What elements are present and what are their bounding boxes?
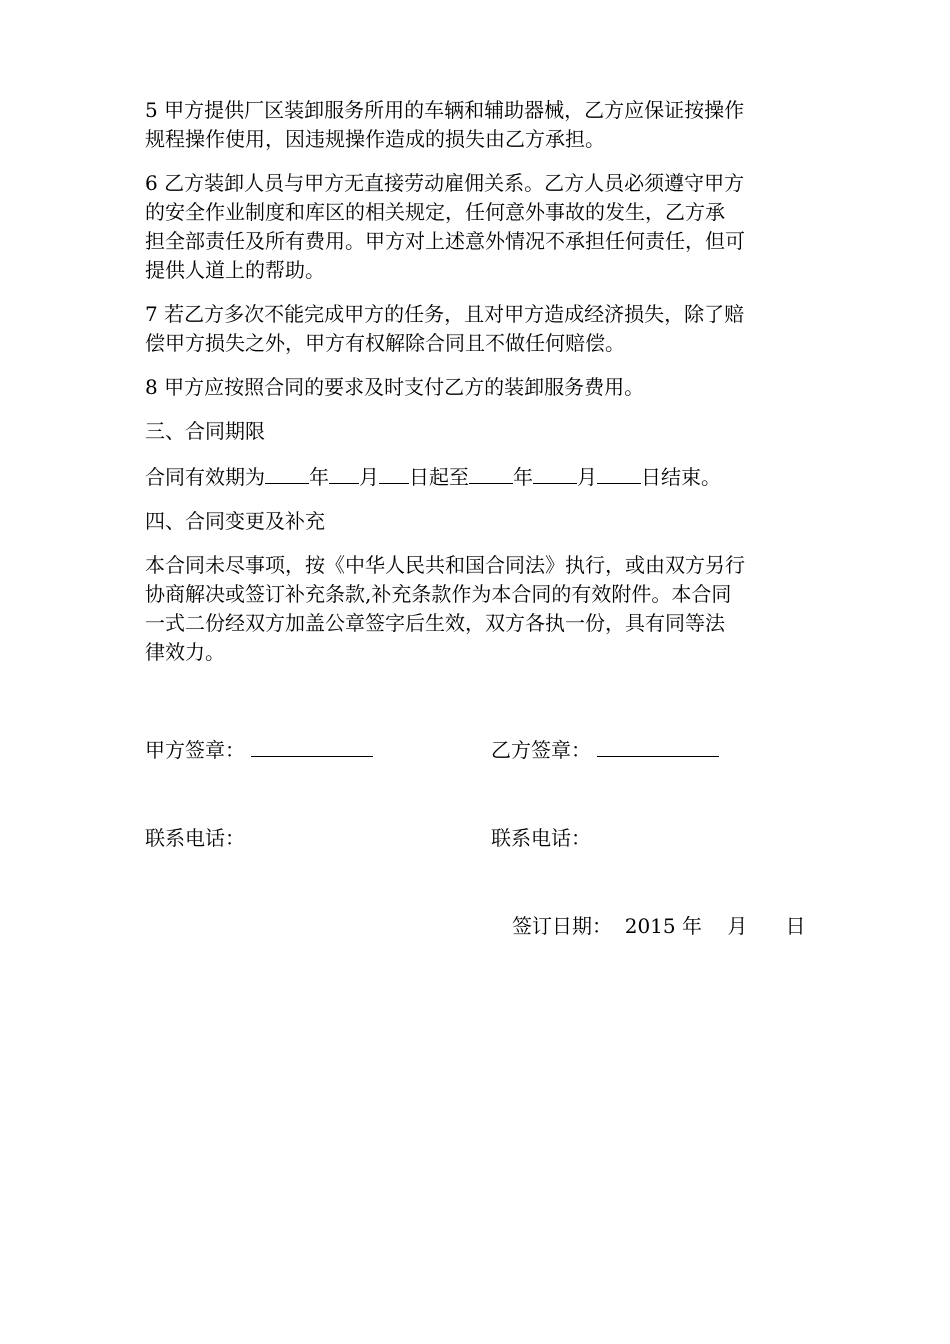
party-a-signature-label: 甲方签章： <box>145 738 245 762</box>
term-end-month-label: 月 <box>577 465 597 489</box>
term-year-label: 年 <box>309 465 329 489</box>
end-year-blank <box>469 461 513 484</box>
clause-5-line-2: 规程操作使用，因违规操作造成的损失由乙方承担。 <box>145 127 605 151</box>
party-b-signature-label: 乙方签章： <box>491 738 591 762</box>
section-4-line-3: 一式二份经双方加盖公章签字后生效，双方各执一份，具有同等法 <box>145 611 725 635</box>
term-end-label: 日结束。 <box>641 465 721 489</box>
term-month-label: 月 <box>359 465 379 489</box>
section-3-heading: 三、合同期限 <box>145 419 265 443</box>
clause-7 <box>145 300 813 358</box>
signing-date: 签订日期： 2015 年 月 日 <box>512 914 806 938</box>
clause-6 <box>145 169 813 285</box>
party-b-phone <box>491 824 591 853</box>
section-4-line-4: 律效力。 <box>145 640 225 664</box>
party-b-signature-line[interactable] <box>597 734 719 757</box>
party-b-phone-label: 联系电话： <box>491 826 591 850</box>
party-b-signature <box>491 734 719 765</box>
clause-7-line-2: 偿甲方损失之外，甲方有权解除合同且不做任何赔偿。 <box>145 331 625 355</box>
party-a-phone <box>145 824 245 853</box>
section-4-heading: 四、合同变更及补充 <box>145 509 325 533</box>
term-from-label: 日起至 <box>409 465 469 489</box>
clause-8: 8 甲方应按照合同的要求及时支付乙方的装卸服务费用。 <box>145 375 645 399</box>
term-end-year-label: 年 <box>513 465 533 489</box>
end-month-blank <box>533 461 577 484</box>
clause-5-line-1: 5 甲方提供厂区装卸服务所用的车辆和辅助器械，乙方应保证按操作 <box>145 98 745 122</box>
section-4-body <box>145 551 813 667</box>
contract-term-line <box>145 461 813 492</box>
section-4-line-1: 本合同未尽事项，按《中华人民共和国合同法》执行，或由双方另行 <box>145 553 745 577</box>
clause-6-line-3: 担全部责任及所有费用。甲方对上述意外情况不承担任何责任，但可 <box>145 229 745 253</box>
clause-6-line-4: 提供人道上的帮助。 <box>145 258 325 282</box>
party-a-phone-label: 联系电话： <box>145 826 245 850</box>
contract-body <box>145 96 813 682</box>
start-year-blank <box>265 461 309 484</box>
end-day-blank <box>597 461 641 484</box>
clause-5 <box>145 96 813 154</box>
party-a-signature <box>145 734 373 765</box>
clause-6-line-1: 6 乙方装卸人员与甲方无直接劳动雇佣关系。乙方人员必须遵守甲方 <box>145 171 745 195</box>
clause-7-line-1: 7 若乙方多次不能完成甲方的任务，且对甲方造成经济损失，除了赔 <box>145 302 745 326</box>
section-4-line-2: 协商解决或签订补充条款,补充条款作为本合同的有效附件。本合同 <box>145 582 732 606</box>
start-month-blank <box>329 461 359 484</box>
term-prefix: 合同有效期为 <box>145 465 265 489</box>
party-a-signature-line[interactable] <box>251 734 373 757</box>
clause-6-line-2: 的安全作业制度和库区的相关规定，任何意外事故的发生，乙方承 <box>145 200 725 224</box>
start-day-blank <box>379 461 409 484</box>
